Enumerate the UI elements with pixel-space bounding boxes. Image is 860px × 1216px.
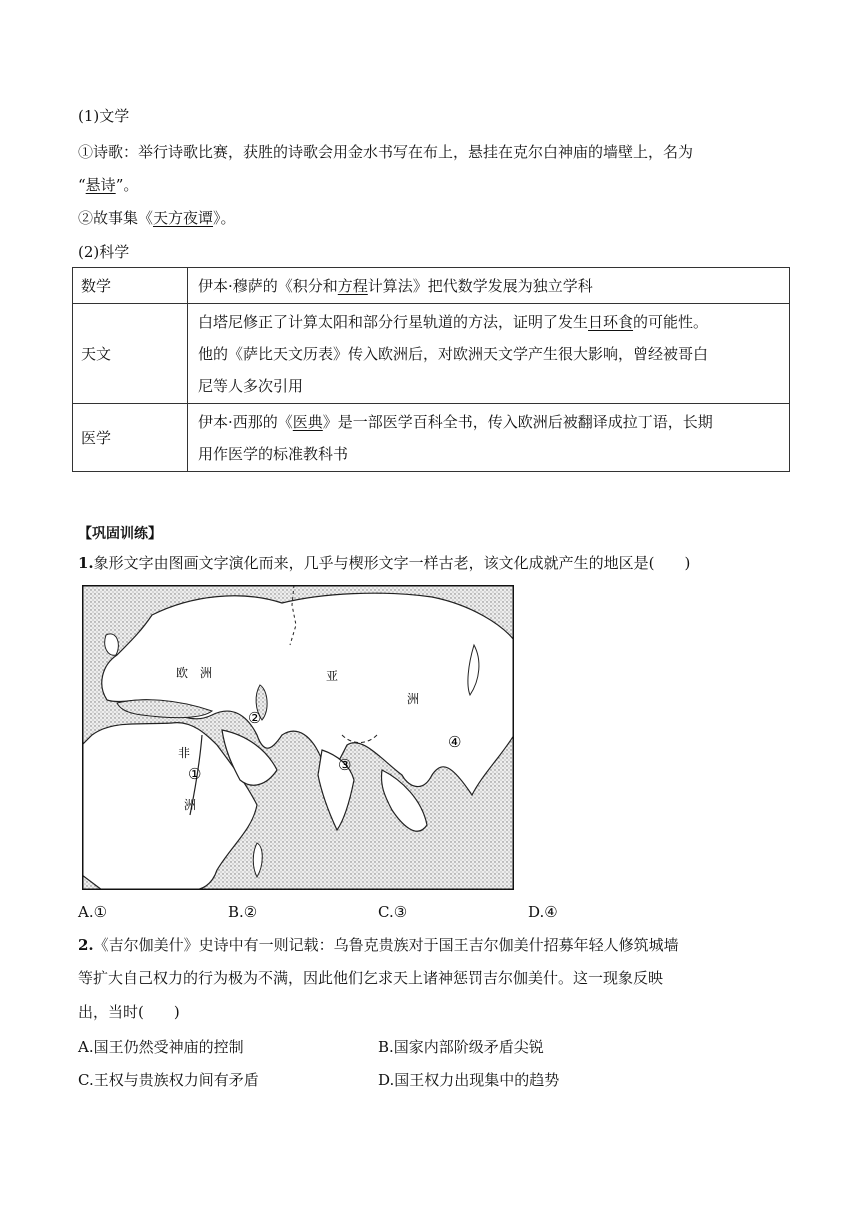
label-asia-1: 亚 <box>326 669 339 683</box>
world-map <box>82 585 514 890</box>
field-cell: 医学 <box>73 404 188 472</box>
poetry-term: 悬诗 <box>85 176 116 194</box>
marker-4: ④ <box>448 733 462 751</box>
label-europe-1: 欧 <box>176 666 189 680</box>
q2-option-d[interactable]: D.国王权力出现集中的趋势 <box>378 1071 560 1089</box>
q1-option-c[interactable]: C.③ <box>378 903 408 921</box>
table-row <box>73 304 790 404</box>
marker-3: ③ <box>338 756 352 774</box>
story-title: 天方夜谭 <box>153 209 214 227</box>
poetry-line-1: ①诗歌：举行诗歌比赛，获胜的诗歌会用金水书写在布上，悬挂在克尔白神庙的墙壁上，名为 <box>78 143 694 161</box>
q1-option-b[interactable]: B.② <box>228 903 258 921</box>
section-science-heading: (2)科学 <box>78 243 130 261</box>
field-cell: 数学 <box>73 268 188 304</box>
q2-option-c[interactable]: C.王权与贵族权力间有矛盾 <box>78 1071 259 1089</box>
section-literature-heading: (1)文学 <box>78 107 130 125</box>
description-cell: 白塔尼修正了计算太阳和部分行星轨道的方法，证明了发生日环食的可能性。 他的《萨比天文历表》传入欧洲后，对欧洲天文学产生很大影响，曾经被哥白 尼等人多次引用 <box>188 304 790 404</box>
label-africa-2: 洲 <box>184 798 197 812</box>
table-row <box>73 268 790 304</box>
q2-option-a[interactable]: A.国王仍然受神庙的控制 <box>78 1038 244 1056</box>
question-1: 1.象形文字由图画文字演化而来，几乎与楔形文字一样古老，该文化成就产生的地区是( ) <box>78 554 691 572</box>
q1-option-d[interactable]: D.④ <box>528 903 558 921</box>
description-cell: 伊本·西那的《医典》是一部医学百科全书，传入欧洲后被翻译成拉丁语，长期 用作医学的标准教科书 <box>188 404 790 472</box>
description-cell: 伊本·穆萨的《积分和方程计算法》把代数学发展为独立学科 <box>188 268 790 304</box>
label-africa-1: 非 <box>178 746 191 760</box>
q1-option-a[interactable]: A.① <box>78 903 108 921</box>
science-table <box>72 267 790 472</box>
story-line: ②故事集《天方夜谭》。 <box>78 209 236 227</box>
field-cell: 天文 <box>73 304 188 404</box>
marker-1: ① <box>188 765 202 783</box>
marker-2: ② <box>248 709 262 727</box>
practice-heading: 【巩固训练】 <box>78 526 162 542</box>
q2-option-b[interactable]: B.国家内部阶级矛盾尖锐 <box>378 1038 544 1056</box>
label-europe-2: 洲 <box>200 666 213 680</box>
question-2-line-3: 出，当时( ) <box>78 1003 180 1021</box>
label-asia-2: 洲 <box>407 692 420 706</box>
question-2-line-2: 等扩大自己权力的行为极为不满，因此他们乞求天上诸神惩罚吉尔伽美什。这一现象反映 <box>78 969 664 987</box>
poetry-line-2: “悬诗”。 <box>78 176 139 194</box>
question-2-line-1: 2.《吉尔伽美什》史诗中有一则记载：乌鲁克贵族对于国王吉尔伽美什招募年轻人修筑城墙 <box>78 936 679 954</box>
table-row <box>73 404 790 472</box>
